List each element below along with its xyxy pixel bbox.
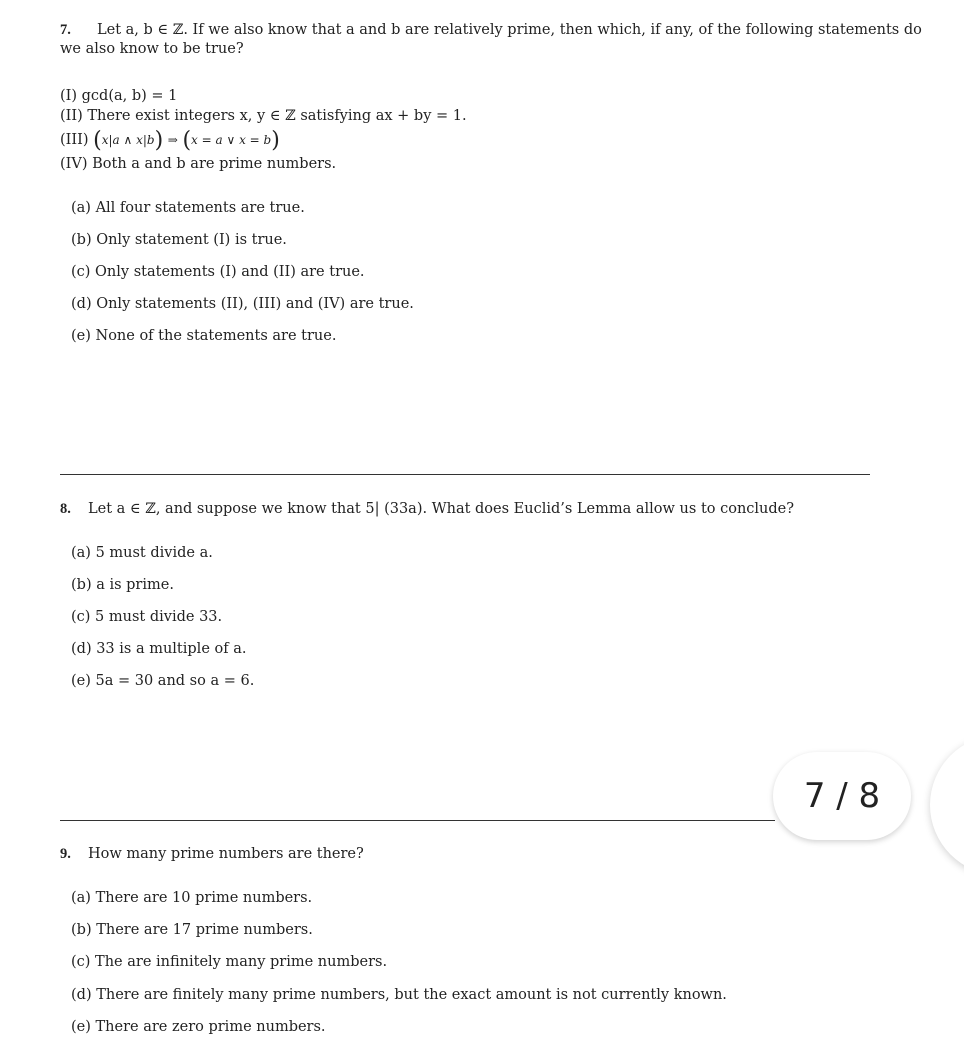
q7-statement-2: (II) There exist integers x, y ∈ ℤ satisfying ax + by = 1. — [60, 108, 467, 124]
q8-choice-b: (b) a is prime. — [71, 577, 174, 593]
q9-number: 9. — [60, 846, 71, 862]
q7-s3-arrow: ⇒ — [167, 133, 178, 147]
q9-text: How many prime numbers are there? — [88, 846, 364, 862]
q7-choice-a: (a) All four statements are true. — [71, 200, 305, 216]
q7-s3-left: x|a ∧ x|b — [101, 133, 155, 147]
q7-choice-d: (d) Only statements (II), (III) and (IV) are true. — [71, 296, 414, 312]
q7-choice-c: (c) Only statements (I) and (II) are true. — [71, 264, 365, 280]
page-indicator: 7 / 8 — [773, 752, 911, 840]
q9-choice-a: (a) There are 10 prime numbers. — [71, 890, 313, 906]
q9-choice-e: (e) There are zero prime numbers. — [71, 1019, 326, 1035]
q7-intro-line1: Let a, b ∈ ℤ. If we also know that a and b are relatively prime, then which, if any, of the following statements do — [97, 22, 922, 38]
side-scroll-button[interactable] — [930, 735, 964, 875]
q7-intro-line2: we also know to be true? — [60, 41, 244, 57]
q7-number: 7. — [60, 22, 71, 38]
q8-text: Let a ∈ ℤ, and suppose we know that 5| (33a). What does Euclid’s Lemma allow us to conclude? — [88, 501, 795, 517]
divider-q7-q8 — [60, 474, 870, 475]
q8-choice-c: (c) 5 must divide 33. — [71, 609, 223, 625]
divider-q8-q9 — [60, 820, 775, 821]
q8-choice-a: (a) 5 must divide a. — [71, 545, 213, 561]
q7-choice-b: (b) Only statement (I) is true. — [71, 232, 287, 248]
q7-statement-4: (IV) Both a and b are prime numbers. — [60, 156, 337, 172]
q8-number: 8. — [60, 501, 71, 517]
q7-choice-e: (e) None of the statements are true. — [71, 328, 337, 344]
q9-choice-c: (c) The are infinitely many prime numbers. — [71, 954, 388, 970]
q7-statement-3: (III) (x|a ∧ x|b) ⇒ (x = a ∨ x = b) — [60, 128, 280, 153]
q8-choice-e: (e) 5a = 30 and so a = 6. — [71, 673, 255, 689]
q7-s3-right: x = a ∨ x = b — [191, 133, 272, 147]
q9-choice-d: (d) There are finitely many prime numbers, but the exact amount is not currently known. — [71, 987, 727, 1003]
q7-s3-label: (III) — [60, 132, 89, 148]
q7-statement-1: (I) gcd(a, b) = 1 — [60, 88, 178, 104]
q8-choice-d: (d) 33 is a multiple of a. — [71, 641, 247, 657]
q9-choice-b: (b) There are 17 prime numbers. — [71, 922, 313, 938]
